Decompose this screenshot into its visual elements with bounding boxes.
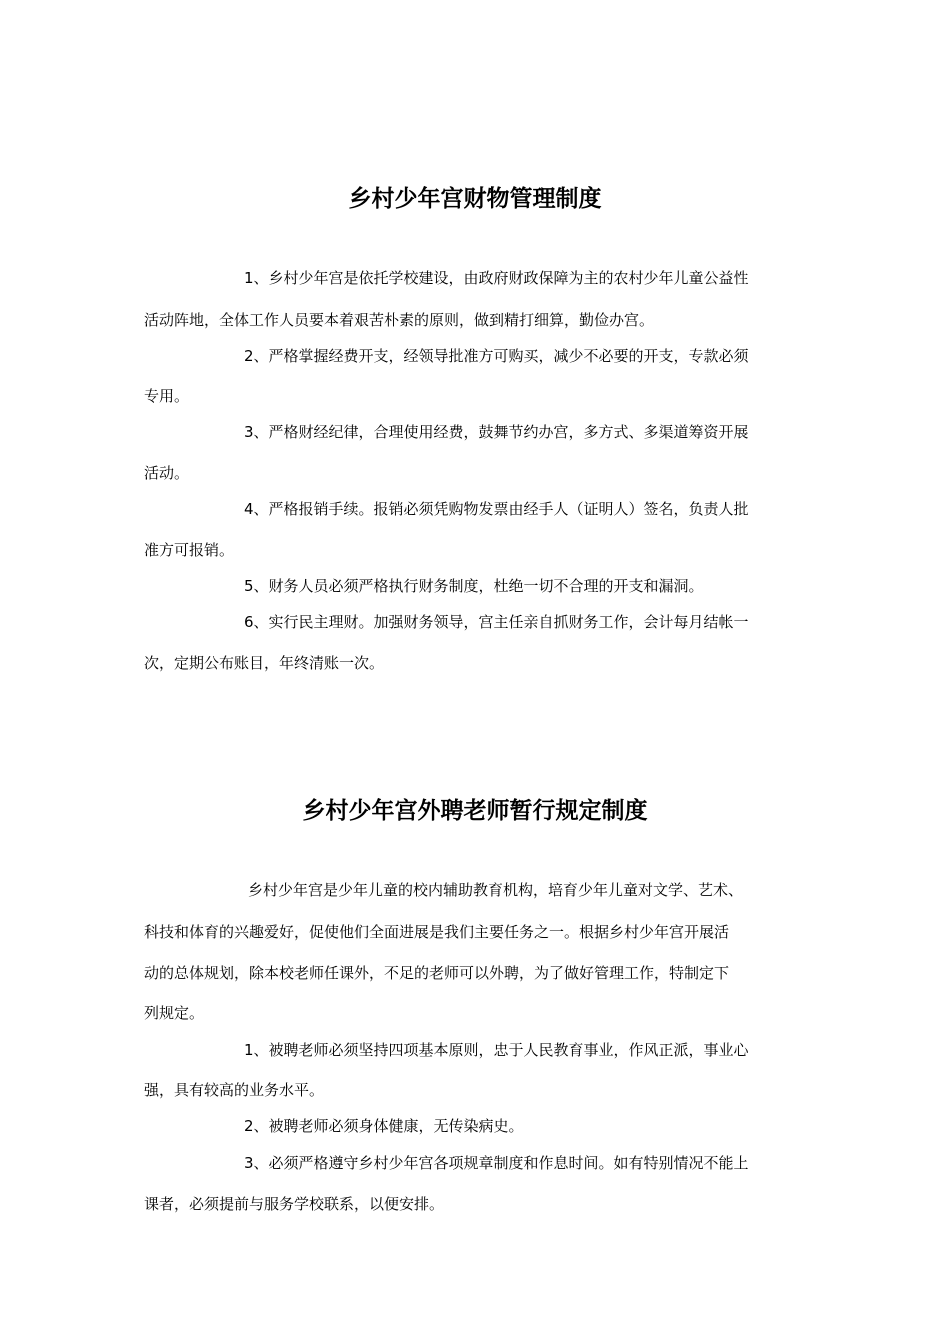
s1-item5-line1: 5、财务人员必须严格执行财务制度，杜绝一切不合理的开支和漏洞。 [244,577,704,595]
s2-item3-line2: 课者，必须提前与服务学校联系，以便安排。 [144,1195,445,1213]
section1-title: 乡村少年宫财物管理制度 [348,186,602,212]
s1-item6-line2: 次，定期公布账目，年终清账一次。 [144,654,385,672]
section2-title: 乡村少年宫外聘老师暂行规定制度 [302,798,648,824]
s1-item1-line2: 活动阵地，全体工作人员要本着艰苦朴素的原则，做到精打细算，勤俭办宫。 [144,311,655,329]
s1-item4-line2: 准方可报销。 [144,541,235,559]
s2-item2-line1: 2、被聘老师必须身体健康，无传染病史。 [244,1117,524,1135]
s2-intro-line3: 动的总体规划，除本校老师任课外，不足的老师可以外聘，为了做好管理工作，特制定下 [144,964,730,982]
s2-item1-line1: 1、被聘老师必须坚持四项基本原则，忠于人民教育事业，作风正派，事业心 [244,1041,749,1059]
s1-item3-line1: 3、严格财经纪律，合理使用经费，鼓舞节约办宫，多方式、多渠道筹资开展 [244,423,749,441]
s2-item1-line2: 强，具有较高的业务水平。 [144,1081,325,1099]
s1-item6-line1: 6、实行民主理财。加强财务领导，宫主任亲自抓财务工作，会计每月结帐一 [244,613,749,631]
s2-intro-line2: 科技和体育的兴趣爱好，促使他们全面进展是我们主要任务之一。根据乡村少年宫开展活 [144,923,730,941]
s2-intro-line1: 乡村少年宫是少年儿童的校内辅助教育机构，培育少年儿童对文学、艺术、 [248,881,744,899]
s1-item4-line1: 4、严格报销手续。报销必须凭购物发票由经手人（证明人）签名，负责人批 [244,500,749,518]
s1-item2-line1: 2、严格掌握经费开支，经领导批准方可购买，减少不必要的开支，专款必须 [244,347,749,365]
s2-intro-line4: 列规定。 [144,1004,205,1022]
s1-item3-line2: 活动。 [144,464,190,482]
s2-item3-line1: 3、必须严格遵守乡村少年宫各项规章制度和作息时间。如有特别情况不能上 [244,1154,749,1172]
s1-item2-line2: 专用。 [144,387,190,405]
s1-item1-line1: 1、乡村少年宫是依托学校建设，由政府财政保障为主的农村少年儿童公益性 [244,269,749,287]
